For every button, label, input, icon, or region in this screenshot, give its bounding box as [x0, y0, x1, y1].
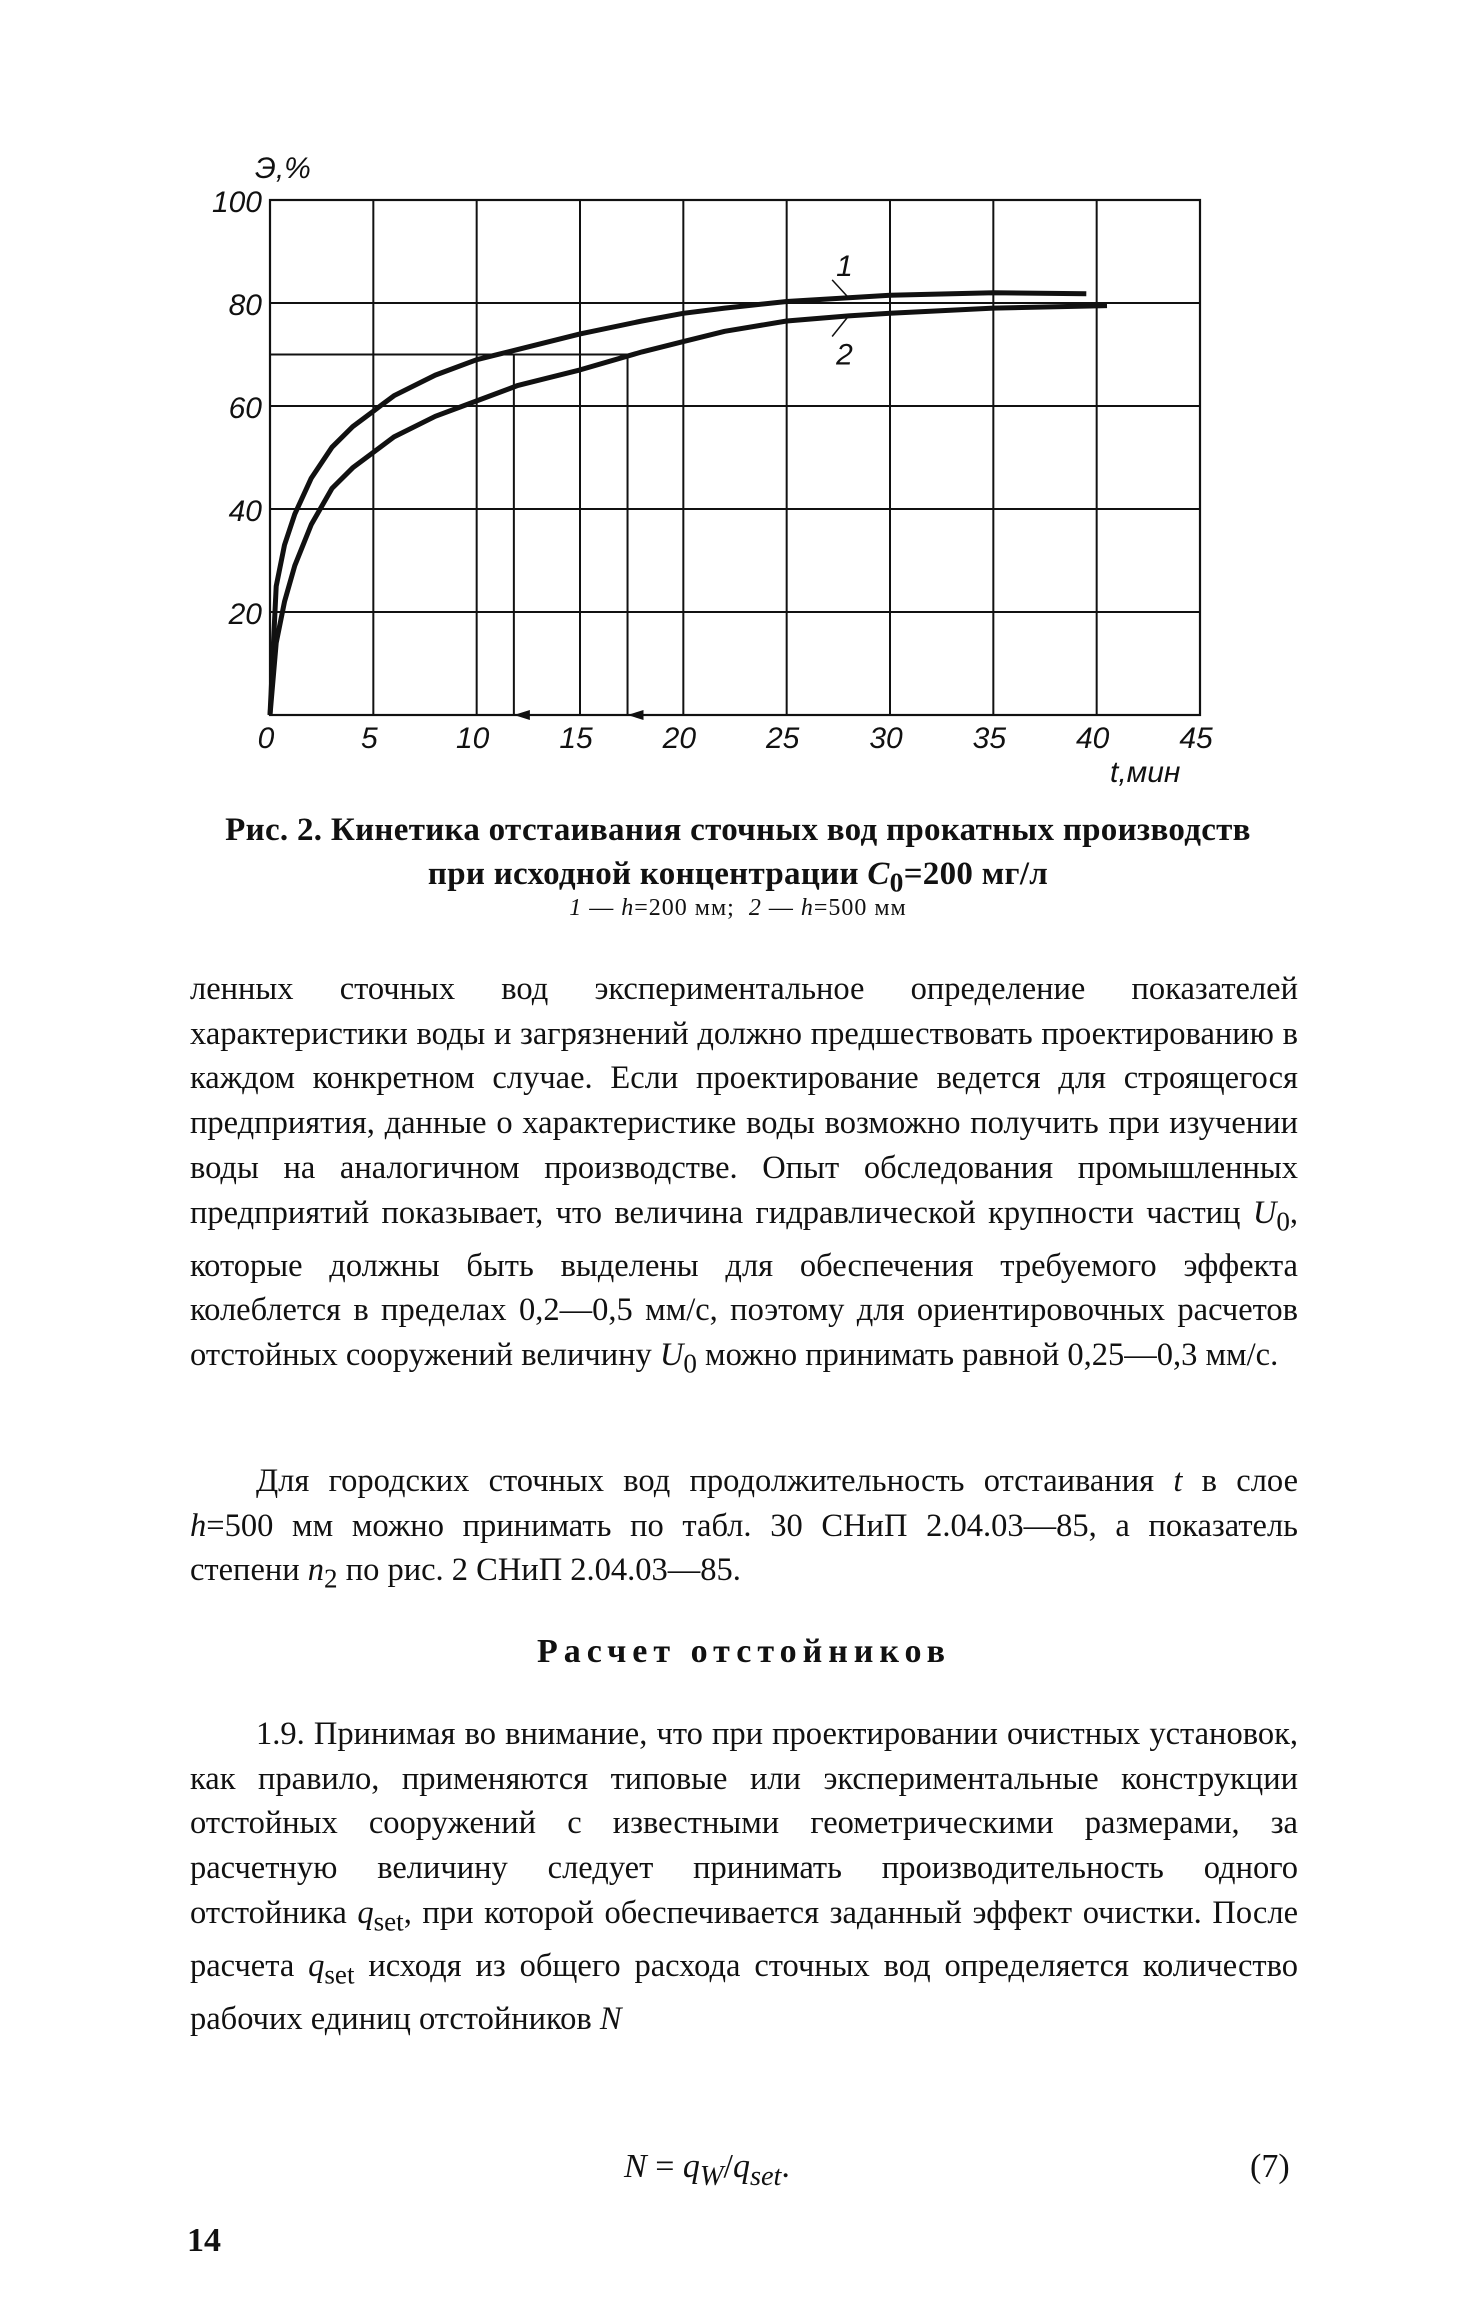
x-axis-label: t,мин: [1110, 756, 1181, 789]
x-tick-label: 15: [559, 722, 593, 755]
x-tick-label: 25: [765, 722, 800, 755]
y-tick-label: 40: [228, 495, 262, 528]
paragraph-3: 1.9. Принимая во внимание, что при проектировании очистных установок, как правило, применяются типовые или экспериментальные конструкции отстойных сооружений с известными геометрическими размерами, за расчетную величину следует принимать производительность одного отстойника $q_{set}$, при которой обеспечивается заданный эффект очистки. После расчета $q_{set}$ исходя из общего расхода сточных вод определяется количество рабочих единиц отстойников N: [190, 1716, 1298, 2038]
y-tick-labels: [212, 186, 262, 631]
x-tick-label: 40: [1075, 722, 1110, 755]
series-layer: [270, 293, 1107, 715]
y-tick-label: 100: [211, 186, 262, 219]
paragraph-1: ленных сточных вод экспериментальное определение показателей характеристики воды и загрязнений должно предшествовать проектированию в каждом конкретном случае. Если проектирование ведется для строящегося предприятия, данные о характеристике воды возможно получить при изучении воды на аналогичном производстве. Опыт обследования промышленных предприятий показывает, что величина гидравлической крупности частиц $U_0$, которые должны быть выделены для обеспечения требуемого эффекта колеблется в пределах 0,2—0,5 мм/с, поэтому для ориентировочных расчетов отстойных сооружений величину $U_0$ можно принимать равной 0,25—0,3 мм/с.: [190, 971, 1298, 1379]
series-2-label: 2: [836, 338, 853, 372]
x-tick-labels: [258, 722, 1213, 755]
x-tick-label: 45: [1179, 722, 1213, 755]
y-axis-label: Э,%: [255, 152, 311, 185]
legend-2-text: =500 мм: [813, 895, 907, 921]
x-tick-label: 0: [257, 722, 275, 755]
series-2-line: [270, 306, 1107, 715]
y-tick-label: 20: [228, 598, 262, 631]
x-tick-label: 35: [972, 722, 1007, 755]
caption-line-2: при исходной концентрации $C_0=200$ мг/л: [427, 856, 1049, 898]
series-1-line: [270, 293, 1086, 715]
legend-1-text: =200 мм;: [634, 895, 735, 921]
figure-caption-title: [150, 808, 1326, 905]
figure-caption-legend: 1 — h=200 мм; 2 — h=500 мм: [569, 895, 907, 921]
x-tick-label: 30: [869, 722, 903, 755]
x-tick-label: 20: [662, 722, 697, 755]
caption-line-1: Рис. 2. Кинетика отстаивания сточных вод прокатных производств: [225, 812, 1251, 848]
plot-frame: [270, 200, 1200, 715]
legend-2-var: h: [800, 895, 814, 921]
guide-lines: [270, 355, 628, 716]
legend-1-var: h: [621, 895, 635, 921]
series-label-layer: [832, 250, 853, 372]
settling-kinetics-chart: [0, 0, 1476, 800]
paragraph-2: Для городских сточных вод продолжительность отстаивания t в слое h=500 мм можно принимать по табл. 30 СНиП 2.04.03—85, а показатель степени $n_2$ по рис. 2 СНиП 2.04.03—85.: [190, 1463, 1299, 1594]
x-tick-label: 10: [455, 722, 490, 755]
formula-7: $N = q_W/q_{set}$.: [624, 2148, 790, 2192]
section-heading: Расчет отстойников: [536, 1633, 952, 1670]
equation-number: (7): [1250, 2148, 1290, 2185]
chart-grid: [270, 200, 1200, 715]
y-tick-label: 60: [228, 392, 262, 425]
legend-2-num: 2: [748, 895, 762, 921]
x-tick-label: 5: [360, 722, 378, 755]
page-number: 14: [187, 2222, 221, 2259]
y-tick-label: 80: [228, 289, 262, 322]
legend-1-num: 1: [569, 895, 583, 921]
series-1-label: 1: [836, 249, 853, 283]
